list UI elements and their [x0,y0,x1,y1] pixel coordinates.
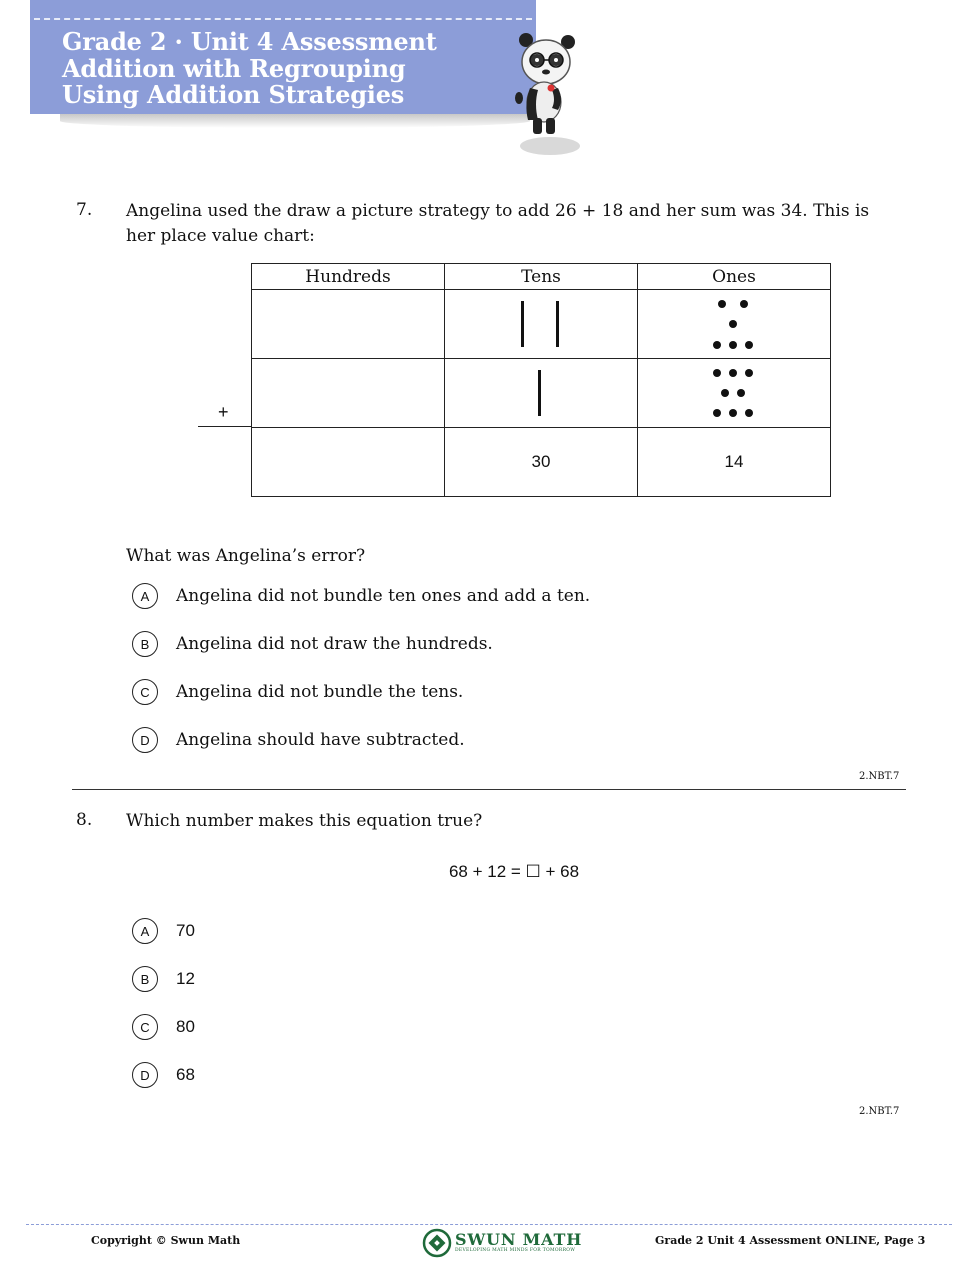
q7-choice-d[interactable] [132,727,465,753]
row2-ones-cell [638,359,831,428]
answer-bubble[interactable]: C [132,1014,158,1040]
q8-text: Which number makes this equation true? [126,811,483,831]
sum-hundreds-cell [252,428,445,497]
answer-bubble[interactable]: D [132,1062,158,1088]
one-dot-icon [737,389,745,397]
swun-logo-icon [422,1228,452,1258]
q7-text [126,199,916,249]
answer-bubble[interactable]: D [132,727,158,753]
one-dot-icon [718,300,726,308]
banner-shadow [60,114,530,128]
addend-row-1 [252,290,831,359]
q7-choice-c[interactable] [132,679,463,705]
one-dot-icon [745,341,753,349]
row1-ones-cell [638,290,831,359]
table-header-row [252,264,831,290]
copyright-text: Copyright © Swun Math [91,1234,241,1247]
footer-dashed-line [26,1224,952,1225]
answer-bubble[interactable]: B [132,631,158,657]
choice-text: 12 [176,969,195,988]
choice-text: Angelina did not bundle ten ones and add a ten. [176,586,591,606]
title-line-2: Addition with Regrouping [62,53,406,83]
choice-text: Angelina should have subtracted. [176,730,465,750]
q8-number: 8. [76,810,93,830]
page-label: Grade 2 Unit 4 Assessment ONLINE, Page 3 [655,1234,926,1247]
logo-name: SWUN MATH [455,1230,583,1249]
header-tens: Tens [445,264,638,290]
row1-tens-cell [445,290,638,359]
q8-standard: 2.NBT.7 [859,1106,900,1117]
q8-choice-c[interactable] [132,1014,195,1040]
one-dot-icon [729,369,737,377]
choice-text: 80 [176,1017,195,1036]
sum-line [198,426,252,427]
one-dot-icon [740,300,748,308]
sum-ones-cell: 14 [638,428,831,497]
choice-text: Angelina did not draw the hundreds. [176,634,493,654]
sum-tens-cell: 30 [445,428,638,497]
choice-text: 68 [176,1065,195,1084]
choice-text: Angelina did not bundle the tens. [176,682,464,702]
q7-text-line-2: her place value chart: [126,226,315,246]
ten-rod-icon [556,301,559,347]
title-line-1: Grade 2 · Unit 4 Assessment [62,27,437,56]
q7-number: 7. [76,200,93,220]
answer-bubble[interactable]: B [132,966,158,992]
one-dot-icon [713,409,721,417]
one-dot-icon [721,389,729,397]
panda-mascot-icon [508,28,588,162]
one-dot-icon [729,341,737,349]
swun-math-logo [422,1228,582,1258]
plus-sign: + [218,402,229,422]
q8-equation: 68 + 12 = ☐ + 68 [448,862,580,881]
one-dot-icon [729,409,737,417]
q8-choice-a[interactable] [132,918,195,944]
one-dot-icon [729,320,737,328]
header-hundreds: Hundreds [252,264,445,290]
q8-choice-b[interactable] [132,966,195,992]
one-dot-icon [745,409,753,417]
row1-hundreds-cell [252,290,445,359]
row2-tens-cell [445,359,638,428]
q7-choice-a[interactable] [132,583,590,609]
q7-standard: 2.NBT.7 [859,771,900,782]
answer-bubble[interactable]: C [132,679,158,705]
choice-text: 70 [176,921,195,940]
logo-tagline: DEVELOPING MATH MINDS FOR TOMORROW [455,1248,576,1253]
one-dot-icon [713,341,721,349]
ten-rod-icon [538,370,541,416]
assessment-title [62,29,437,109]
q8-choice-d[interactable] [132,1062,195,1088]
title-line-3: Using Addition Strategies [62,80,405,109]
question-divider [72,789,906,790]
one-dot-icon [745,369,753,377]
banner-dashed-line [34,18,532,20]
q7-prompt: What was Angelina’s error? [126,546,366,566]
q7-choice-b[interactable] [132,631,493,657]
answer-bubble[interactable]: A [132,583,158,609]
header-ones: Ones [638,264,831,290]
place-value-chart [251,263,831,497]
row2-hundreds-cell [252,359,445,428]
answer-bubble[interactable]: A [132,918,158,944]
q7-text-line-1: Angelina used the draw a picture strategy to add 26 + 18 and her sum was 34. This is [126,201,870,221]
one-dot-icon [713,369,721,377]
sum-row [252,428,831,497]
ten-rod-icon [521,301,524,347]
addend-row-2 [252,359,831,428]
